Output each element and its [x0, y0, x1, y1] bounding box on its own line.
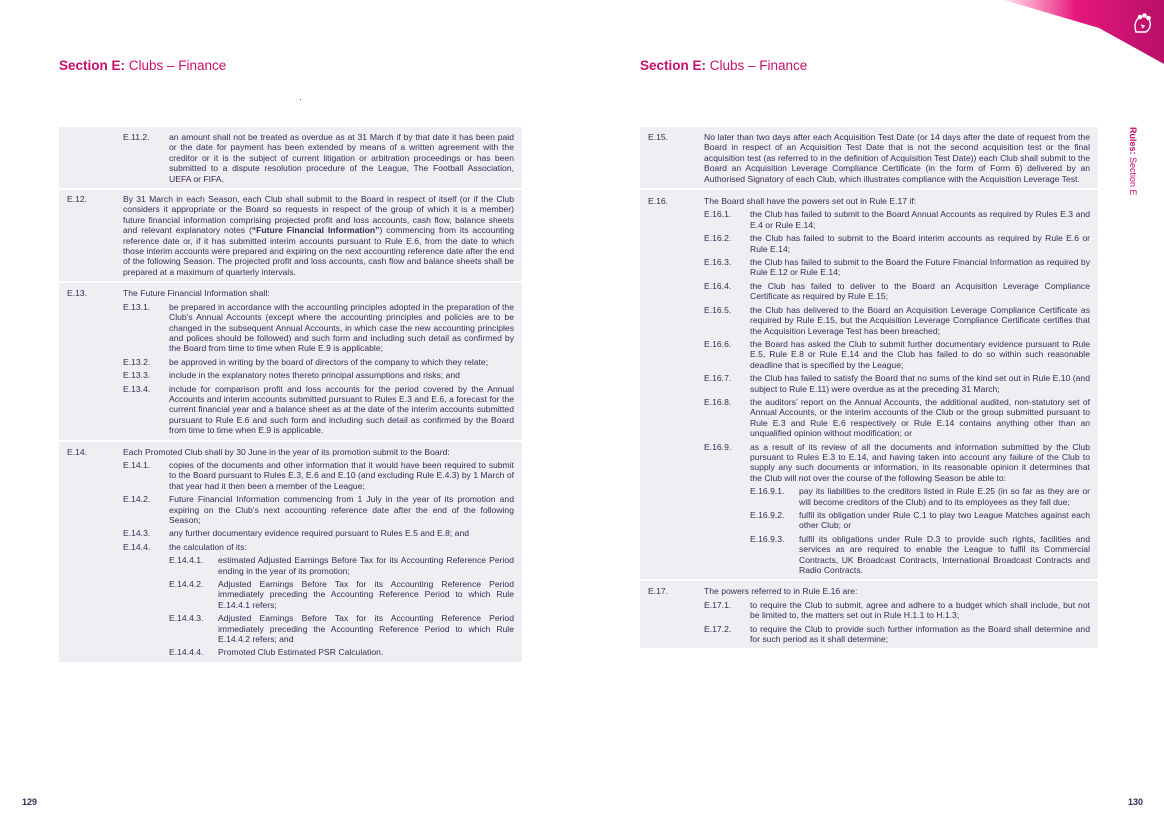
item-number: E.17.1. [704, 599, 732, 610]
item-text: pay its liabilities to the creditors listed in Rule E.25 (in so far as they are or will become creditors of the Club) and to its employees as they fall due; [799, 486, 1090, 507]
item-text: to require the Club to submit, agree and adhere to a budget which shall include, but not be limited to, the matters set out in Rule H.1.1 to H.1.3; [750, 599, 1090, 621]
item-number: E.16.2. [704, 233, 732, 244]
item-number: E.16.3. [704, 257, 732, 268]
page-number: 130 [1128, 797, 1144, 807]
item-number: E.16.9.1. [750, 486, 785, 497]
item-text: include in the explanatory notes thereto principal assumptions and risks; and [169, 370, 460, 381]
rule-item [704, 281, 1090, 302]
item-number: E.16.9. [704, 441, 732, 452]
rule-item [750, 510, 1090, 531]
rule-item [123, 494, 514, 525]
item-text: the Club has failed to deliver to the Board an Acquisition Leverage Compliance Certificate as required by Rule E.15; [750, 280, 1090, 302]
rule-block [640, 127, 1098, 190]
item-text: be approved in writing by the board of directors of the company to which they relate; [169, 356, 489, 367]
rule-number: E.12. [67, 194, 88, 205]
item-number: E.16.5. [704, 304, 732, 315]
rule-row [648, 586, 1090, 596]
item-text: the Club has failed to submit to the Board Annual Accounts as required by Rules E.3 and E.4 or Rule E.14; [750, 209, 1090, 230]
rule-row [648, 132, 1090, 184]
sub-items [123, 460, 514, 658]
item-text: an amount shall not be treated as overdue as at 31 March if by that date it has been paid or the date for payment has been extended by means of a written agreement with the creditor or it is the subject of current litigation or arbitration proceedings or has been submitted to a dispute resolution procedure of the League, The Football Association, UEFA or FIFA. [169, 132, 514, 184]
rule-block [59, 442, 522, 664]
item-text: the Board has asked the Club to submit further documentary evidence pursuant to Rule E.5, Rule E.8 or Rule E.14 and the Club has failed to do so within such reasonable deadline that is specified by the League; [750, 338, 1090, 370]
item-number: E.14.3. [123, 528, 151, 539]
item-number: E.16.1. [704, 209, 732, 220]
rule-item [704, 233, 1090, 254]
rule-item [750, 534, 1090, 576]
rule-block [59, 127, 522, 190]
rules-column [640, 127, 1098, 650]
rule-item [169, 555, 514, 576]
item-number: E.16.9.2. [750, 510, 785, 520]
item-text: fulfil its obligations under Rule D.3 to provide such rights, facilities and services as are required to enable the League to fulfil its Commercial Contracts, UK Broadcast Contracts, International Broadcast Contracts and Radio Contracts. [799, 533, 1090, 576]
rules-column [59, 127, 522, 664]
rule-number: E.13. [67, 288, 88, 299]
item-number: E.14.4.3. [169, 613, 204, 624]
item-text: estimated Adjusted Earnings Before Tax for its Accounting Reference Period ending in the year of its promotion; [218, 555, 514, 576]
rule-item [123, 384, 514, 436]
rule-item [704, 624, 1090, 645]
right-page [582, 0, 1164, 825]
item-number: E.16.8. [704, 396, 732, 407]
item-text: the Club has failed to submit to the Board interim accounts as required by Rule E.6 or Rule E.14; [750, 233, 1090, 254]
rule-item [123, 528, 514, 538]
stray-dot [300, 99, 301, 100]
rule-item [704, 257, 1090, 278]
item-number: E.14.1. [123, 459, 151, 470]
section-title: Section E: Clubs – Finance [640, 58, 808, 73]
item-number: E.16.4. [704, 280, 732, 291]
item-number: E.14.2. [123, 494, 151, 505]
sidebar-label: Rules: Section E [1128, 127, 1138, 196]
rule-item [704, 600, 1090, 621]
item-text: include for comparison profit and loss accounts for the period covered by the Annual Accounts and interim accounts submitted pursuant to Rules E.3 and E.6, a forecast for the current financial year and a balance sheet as at the date of the interim accounts submitted pursuant to Rule E.6 and such form and including such detail as confirmed by the Board from time to time when E.9 is applicable. [169, 383, 514, 436]
sub-sub-items [169, 555, 514, 658]
item-text: the Club has failed to satisfy the Board that no sums of the kind set out in Rule E.10 (and subject to Rule E.11) were overdue as at the preceding 31 March; [750, 373, 1090, 394]
rule-item [704, 339, 1090, 370]
sub-items [123, 302, 514, 436]
sub-sub-items [750, 486, 1090, 575]
rule-number: E.16. [648, 196, 669, 207]
item-number: E.17.2. [704, 623, 732, 634]
rule-item [123, 370, 514, 380]
item-text: Promoted Club Estimated PSR Calculation. [218, 647, 384, 658]
item-text: any further documentary evidence required pursuant to Rules E.5 and E.8; and [169, 528, 470, 539]
item-text: copies of the documents and other information that it would have been required to submit to the Board pursuant to Rules E.3, E.6 and E.10 (and excluding Rule E.4.3) by 1 March of that year had it then been a member of the League; [169, 459, 514, 491]
rule-block [640, 190, 1098, 581]
rule-item [704, 442, 1090, 484]
rule-item [169, 647, 514, 657]
rule-text: No later than two days after each Acquisition Test Date (or 14 days after the date of request from the Board in respect of an Acquisition Test Date that is not the second acquisition test or the final acquisition test (as referred to in the definition of Acquisition Test Date)) each Club shall submit to the Board an Acquisition Leverage Compliance Certificate (in the form of Form 6) delivered by an Authorised Signatory of each Club, which illustrates compliance with the Acquisition Leverage Test. [704, 132, 1090, 184]
item-text: as a result of its review of all the documents and information submitted by the Club pursuant to Rules E.3 to E.14, and having taken into account any failure of the Club to supply any such documents or information, in its reasonable opinion it determines that the Club will not over the course of the following Season be able to: [750, 441, 1090, 483]
item-text: Adjusted Earnings Before Tax for its Accounting Reference Period immediately preceding the Accounting Reference Period to which Rule E.14.4.1 refers; [218, 579, 514, 610]
rule-row [67, 194, 514, 277]
rule-item [123, 132, 514, 184]
rule-row [67, 447, 514, 457]
rule-number: E.14. [67, 446, 88, 457]
item-number: E.13.3. [123, 370, 151, 381]
rule-item [704, 209, 1090, 230]
rule-item [704, 373, 1090, 394]
item-number: E.13.1. [123, 301, 151, 312]
rule-row [67, 288, 514, 298]
rule-item [704, 305, 1090, 336]
item-text: the calculation of its: [169, 541, 247, 552]
rule-item [123, 302, 514, 354]
item-text: the auditors’ report on the Annual Accounts, the additional audited, non-statutory set of Annual Accounts, or the interim accounts of the Club or the group submitted pursuant to Rule E.3 and Rule E.6 respectively or Rule E.14 contains anything other than an unqualified opinion without modification; or [750, 396, 1090, 439]
item-number: E.16.9.3. [750, 533, 785, 544]
rule-block [59, 283, 522, 441]
rule-item [704, 397, 1090, 439]
item-number: E.13.4. [123, 383, 151, 394]
item-text: Adjusted Earnings Before Tax for its Accounting Reference Period immediately preceding the Accounting Reference Period to which Rule E.14.4.2 refers; and [218, 613, 514, 645]
corner-banner [1004, 0, 1164, 64]
rule-item [123, 357, 514, 367]
rule-block [640, 581, 1098, 650]
rule-item [750, 486, 1090, 507]
rule-text: The powers referred to in Rule E.16 are: [704, 586, 858, 597]
item-text: the Club has failed to submit to the Board the Future Financial Information as required by Rule E.12 or Rule E.14; [750, 257, 1090, 278]
sub-items [704, 600, 1090, 645]
rule-text: The Future Financial Information shall: [123, 288, 270, 299]
item-number: E.14.4.1. [169, 555, 204, 566]
rule-text: The Board shall have the powers set out in Rule E.17 if: [704, 196, 917, 207]
rule-number: E.15. [648, 132, 669, 142]
item-number: E.16.7. [704, 373, 732, 384]
item-number: E.16.6. [704, 338, 732, 349]
section-title: Section E: Clubs – Finance [59, 58, 227, 73]
item-number: E.14.4.2. [169, 579, 204, 590]
rule-item [169, 579, 514, 610]
item-number: E.14.4. [123, 541, 151, 552]
item-text: fulfil its obligation under Rule C.1 to play two League Matches against each other Club; or [799, 510, 1090, 531]
sub-items [704, 209, 1090, 575]
rule-block [59, 190, 522, 283]
rule-text: By 31 March in each Season, each Club shall submit to the Board in respect of itself (or if the Club considers it appropriate or the Board so requests in respect of the group of which it is a member) future financial information comprising projected profit and loss accounts, cash flow, balance sheets and relevant explanatory notes (“Future Financial Information”) commencing from its accounting reference date or, if it has submitted interim accounts pursuant to Rule E.6, from the date to which those interim accounts were prepared and expiring on the next accounting reference date after the end of the following Season. The projected profit and loss accounts, cash flow and balance sheets shall be prepared at a maximum of quarterly intervals. [123, 194, 514, 277]
sub-items [123, 132, 514, 184]
rule-item [169, 613, 514, 644]
rule-row [648, 196, 1090, 206]
rule-text: Each Promoted Club shall by 30 June in the year of its promotion submit to the Board: [123, 446, 450, 457]
rule-item [123, 460, 514, 491]
item-number: E.13.2. [123, 356, 151, 367]
item-text: Future Financial Information commencing from 1 July in the year of its promotion and expiring on the Club’s next accounting reference date after the end of the following Season; [169, 494, 514, 525]
rule-number: E.17. [648, 586, 669, 597]
item-text: to require the Club to provide such further information as the Board shall determine and for such period as it shall determine; [750, 623, 1090, 645]
item-number: E.11.2. [123, 132, 150, 142]
rule-item [123, 542, 514, 552]
page-number: 129 [22, 797, 38, 807]
item-number: E.14.4.4. [169, 647, 204, 658]
item-text: be prepared in accordance with the accounting principles adopted in the preparation of the Club’s Annual Accounts (except where the accounting principles and policies are to be changed in the subsequent Annual Accounts, in which case the new accounting principles and polices should be followed) and such form and including such detail as confirmed by the Board from time to time when Rule E.9 is applicable; [169, 301, 514, 354]
item-text: the Club has delivered to the Board an Acquisition Leverage Compliance Certificate as required by Rule E.15, but the Acquisition Leverage Compliance Certificate certifies that the Acquisition Leverage Test has been breached; [750, 304, 1090, 336]
